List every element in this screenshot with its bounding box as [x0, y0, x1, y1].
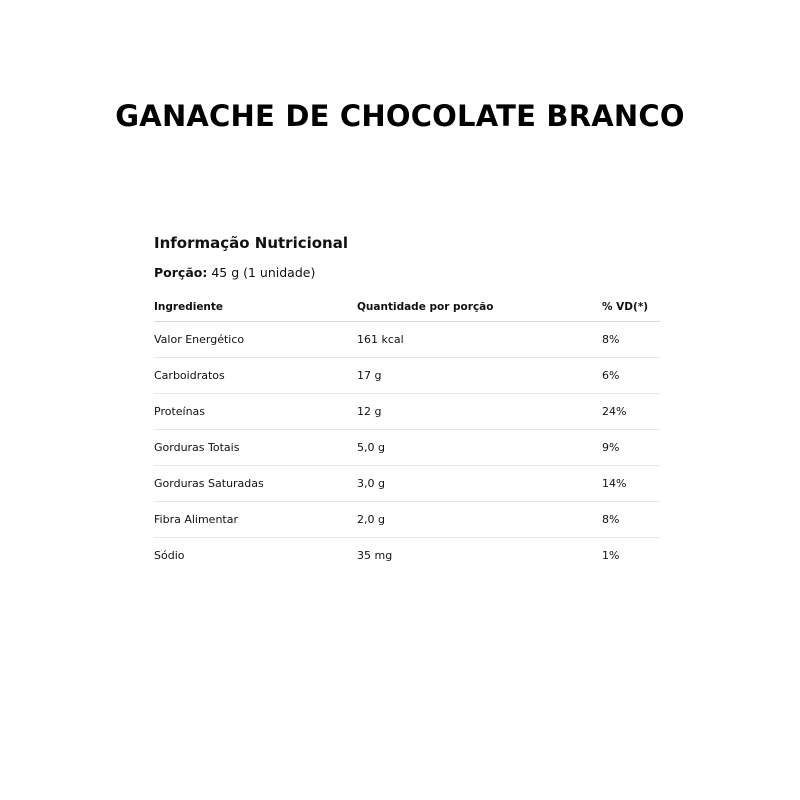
table-row	[154, 538, 660, 574]
quantity-cell: 5,0 g	[357, 430, 602, 466]
ingredient-cell: Gorduras Saturadas	[154, 466, 357, 502]
table-row	[154, 322, 660, 358]
column-header-quantity: Quantidade por porção	[357, 293, 602, 322]
vd-cell: 1%	[602, 549, 620, 562]
ingredient-cell: Sódio	[154, 549, 185, 562]
ingredient-cell: Valor Energético	[154, 322, 357, 358]
ingredient-cell: Carboidratos	[154, 358, 357, 394]
quantity-cell: 161 kcal	[357, 322, 602, 358]
nutrition-panel	[154, 232, 660, 573]
table-row	[154, 502, 660, 538]
nutrition-table	[154, 293, 660, 573]
product-title: GANACHE DE CHOCOLATE BRANCO	[115, 99, 685, 133]
ingredient-cell: Proteínas	[154, 394, 357, 430]
portion-label: Porção:	[154, 265, 208, 280]
vd-cell: 9%	[602, 430, 660, 466]
portion-value: 45 g (1 unidade)	[207, 265, 316, 280]
quantity-cell: 3,0 g	[357, 466, 602, 502]
table-row	[154, 394, 660, 430]
vd-cell: 8%	[602, 322, 660, 358]
table-header-row	[154, 293, 660, 322]
vd-cell: 6%	[602, 358, 660, 394]
column-header-vd: % VD(*)	[602, 293, 660, 322]
quantity-cell: 2,0 g	[357, 502, 602, 538]
table-row	[154, 430, 660, 466]
nutrition-heading: Informação Nutricional	[154, 234, 349, 252]
vd-cell: 8%	[602, 502, 660, 538]
portion-line	[154, 264, 660, 282]
vd-cell: 24%	[602, 394, 660, 430]
vd-cell: 14%	[602, 466, 660, 502]
quantity-cell: 35 mg	[357, 549, 393, 562]
ingredient-cell: Fibra Alimentar	[154, 502, 357, 538]
quantity-cell: 17 g	[357, 358, 602, 394]
column-header-ingredient: Ingrediente	[154, 293, 357, 322]
table-row	[154, 466, 660, 502]
table-row	[154, 358, 660, 394]
quantity-cell: 12 g	[357, 394, 602, 430]
ingredient-cell: Gorduras Totais	[154, 430, 357, 466]
